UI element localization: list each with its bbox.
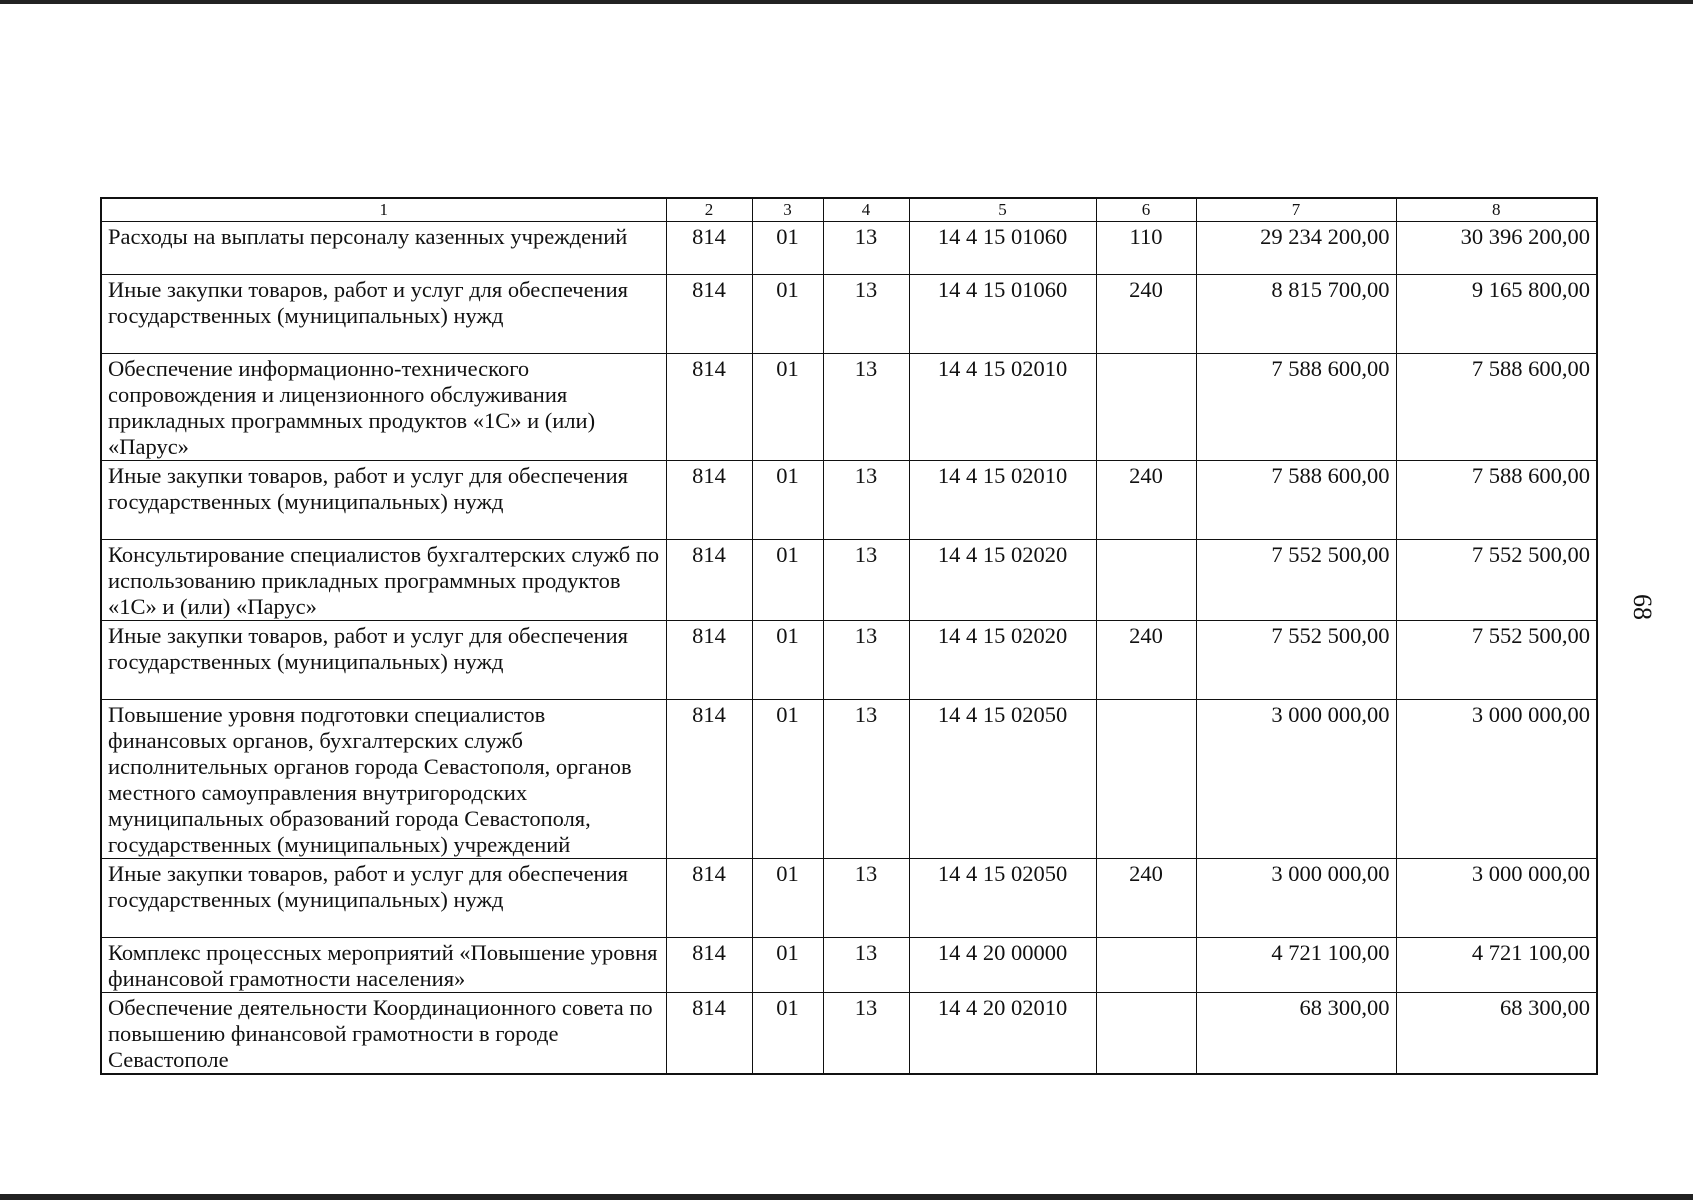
cell-target-article: 14 4 15 01060 (909, 222, 1096, 275)
cell-amount-year2: 3 000 000,00 (1396, 859, 1597, 938)
cell-ministry-code: 814 (666, 700, 752, 859)
scan-bottom-edge (0, 1194, 1693, 1200)
table-row (101, 275, 1597, 354)
cell-section: 01 (752, 275, 823, 354)
table-header-row (101, 198, 1597, 222)
scan-top-edge (0, 0, 1693, 4)
row-name: Расходы на выплаты персоналу казенных учреждений (101, 222, 666, 275)
cell-section: 01 (752, 993, 823, 1075)
cell-subsection: 13 (823, 461, 909, 540)
cell-subsection: 13 (823, 621, 909, 700)
cell-section: 01 (752, 461, 823, 540)
cell-ministry-code: 814 (666, 540, 752, 621)
cell-ministry-code: 814 (666, 621, 752, 700)
cell-ministry-code: 814 (666, 275, 752, 354)
cell-target-article: 14 4 20 02010 (909, 993, 1096, 1075)
cell-section: 01 (752, 938, 823, 993)
cell-amount-year2: 7 552 500,00 (1396, 621, 1597, 700)
table-row (101, 461, 1597, 540)
cell-target-article: 14 4 15 02020 (909, 621, 1096, 700)
cell-expense-type (1096, 993, 1196, 1075)
cell-amount-year1: 7 588 600,00 (1196, 461, 1396, 540)
cell-expense-type: 240 (1096, 275, 1196, 354)
cell-amount-year1: 7 588 600,00 (1196, 354, 1396, 461)
cell-target-article: 14 4 15 01060 (909, 275, 1096, 354)
budget-table (100, 197, 1598, 1075)
cell-section: 01 (752, 621, 823, 700)
cell-subsection: 13 (823, 859, 909, 938)
cell-target-article: 14 4 15 02050 (909, 700, 1096, 859)
cell-amount-year2: 68 300,00 (1396, 993, 1597, 1075)
cell-target-article: 14 4 20 00000 (909, 938, 1096, 993)
table-row (101, 621, 1597, 700)
cell-subsection: 13 (823, 222, 909, 275)
table-row (101, 354, 1597, 461)
cell-amount-year2: 7 552 500,00 (1396, 540, 1597, 621)
table-row (101, 540, 1597, 621)
cell-amount-year2: 4 721 100,00 (1396, 938, 1597, 993)
column-header: 1 (101, 198, 666, 222)
cell-expense-type (1096, 540, 1196, 621)
budget-table-container (100, 197, 1596, 1075)
column-header: 8 (1396, 198, 1597, 222)
cell-subsection: 13 (823, 700, 909, 859)
row-name: Иные закупки товаров, работ и услуг для обеспечения государственных (муниципальных) нужд (101, 621, 666, 700)
cell-amount-year2: 3 000 000,00 (1396, 700, 1597, 859)
column-header: 7 (1196, 198, 1396, 222)
column-header: 5 (909, 198, 1096, 222)
cell-amount-year2: 9 165 800,00 (1396, 275, 1597, 354)
column-header: 2 (666, 198, 752, 222)
page-number: 68 (1628, 594, 1657, 620)
cell-amount-year1: 4 721 100,00 (1196, 938, 1396, 993)
cell-target-article: 14 4 15 02010 (909, 461, 1096, 540)
cell-subsection: 13 (823, 540, 909, 621)
cell-subsection: 13 (823, 938, 909, 993)
cell-subsection: 13 (823, 993, 909, 1075)
cell-amount-year1: 3 000 000,00 (1196, 700, 1396, 859)
row-name: Обеспечение информационно-технического сопровождения и лицензионного обслуживания прикладных программных продуктов «1С» и (или) «Парус» (101, 354, 666, 461)
cell-expense-type (1096, 700, 1196, 859)
row-name: Иные закупки товаров, работ и услуг для обеспечения государственных (муниципальных) нужд (101, 461, 666, 540)
table-row (101, 993, 1597, 1075)
cell-ministry-code: 814 (666, 859, 752, 938)
table-row (101, 700, 1597, 859)
row-name: Иные закупки товаров, работ и услуг для обеспечения государственных (муниципальных) нужд (101, 859, 666, 938)
cell-expense-type: 240 (1096, 859, 1196, 938)
cell-amount-year2: 7 588 600,00 (1396, 354, 1597, 461)
cell-amount-year1: 68 300,00 (1196, 993, 1396, 1075)
cell-subsection: 13 (823, 275, 909, 354)
cell-amount-year1: 7 552 500,00 (1196, 621, 1396, 700)
cell-ministry-code: 814 (666, 993, 752, 1075)
column-header: 3 (752, 198, 823, 222)
cell-amount-year1: 7 552 500,00 (1196, 540, 1396, 621)
cell-expense-type (1096, 938, 1196, 993)
cell-expense-type: 240 (1096, 621, 1196, 700)
cell-subsection: 13 (823, 354, 909, 461)
cell-amount-year2: 7 588 600,00 (1396, 461, 1597, 540)
cell-section: 01 (752, 700, 823, 859)
cell-expense-type (1096, 354, 1196, 461)
row-name: Иные закупки товаров, работ и услуг для обеспечения государственных (муниципальных) нужд (101, 275, 666, 354)
row-name: Консультирование специалистов бухгалтерских служб по использованию прикладных программных продуктов «1С» и (или) «Парус» (101, 540, 666, 621)
cell-ministry-code: 814 (666, 938, 752, 993)
cell-ministry-code: 814 (666, 461, 752, 540)
cell-target-article: 14 4 15 02010 (909, 354, 1096, 461)
cell-amount-year1: 29 234 200,00 (1196, 222, 1396, 275)
cell-section: 01 (752, 540, 823, 621)
cell-amount-year2: 30 396 200,00 (1396, 222, 1597, 275)
cell-expense-type: 110 (1096, 222, 1196, 275)
row-name: Повышение уровня подготовки специалистов финансовых органов, бухгалтерских служб исполнительных органов города Севастополя, органов местного самоуправления внутригородских муниципальных образований города Севастополя, государственных (муниципальных) учреждений (101, 700, 666, 859)
table-row (101, 859, 1597, 938)
cell-target-article: 14 4 15 02020 (909, 540, 1096, 621)
table-row (101, 222, 1597, 275)
cell-section: 01 (752, 222, 823, 275)
cell-expense-type: 240 (1096, 461, 1196, 540)
row-name: Обеспечение деятельности Координационного совета по повышению финансовой грамотности в городе Севастополе (101, 993, 666, 1075)
cell-section: 01 (752, 859, 823, 938)
table-row (101, 938, 1597, 993)
cell-amount-year1: 8 815 700,00 (1196, 275, 1396, 354)
cell-ministry-code: 814 (666, 222, 752, 275)
column-header: 4 (823, 198, 909, 222)
cell-section: 01 (752, 354, 823, 461)
column-header: 6 (1096, 198, 1196, 222)
cell-target-article: 14 4 15 02050 (909, 859, 1096, 938)
cell-ministry-code: 814 (666, 354, 752, 461)
row-name: Комплекс процессных мероприятий «Повышение уровня финансовой грамотности населения» (101, 938, 666, 993)
cell-amount-year1: 3 000 000,00 (1196, 859, 1396, 938)
